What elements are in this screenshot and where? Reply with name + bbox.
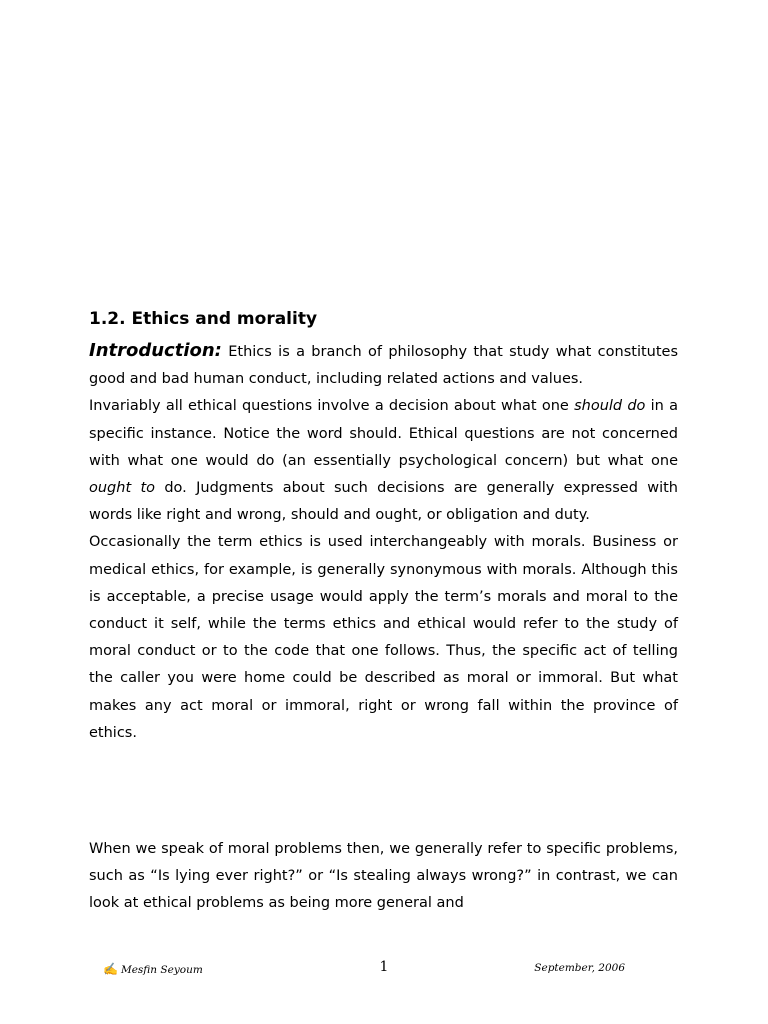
document-content-continued (89, 836, 678, 922)
section-heading: 1.2. Ethics and morality (89, 309, 318, 329)
paragraph-text: do. Judgments about such decisions are generally expressed with words like right and wrong, should and ought, or obligation and duty. (89, 480, 678, 524)
paragraph-should-do (89, 393, 678, 529)
intro-label: Introduction: (89, 340, 222, 361)
emphasis-ought-to: ought to (89, 480, 156, 497)
author-name: Mesfin Seyoum (120, 964, 203, 976)
intro-text: Ethics is a branch of philosophy that study what constitutes good and bad human conduct, including related actions and values. (89, 344, 679, 388)
page-footer (0, 958, 768, 982)
paragraph-moral-problems: When we speak of moral problems then, we generally refer to specific problems, such as “Is lying ever right?” or “Is stealing always wrong?” in contrast, we can look at ethical problems as being more general and (89, 841, 678, 912)
intro-paragraph (89, 337, 678, 393)
pen-icon: ✍ (103, 962, 118, 976)
paragraph-text: in a specific instance. Notice the word should. Ethical questions are not concerned with what one would do (an essentially psychological concern) but what one (89, 398, 678, 469)
emphasis-should-do: should do (574, 398, 646, 415)
footer-date: September, 2006 (534, 962, 625, 974)
footer-author (103, 962, 203, 976)
paragraph-ethics-morals: Occasionally the term ethics is used interchangeably with morals. Business or medical ethics, for example, is generally synonymous with morals. Although this is acceptable, a precise usage would apply the term’s morals and moral to the conduct it self, while the terms ethics and ethical would refer to the study of moral conduct or to the code that one follows. Thus, the specific act of telling the caller you were home could be described as moral or immoral. But what makes any act moral or immoral, right or wrong fall within the province of ethics. (89, 534, 678, 741)
page-number: 1 (379, 959, 389, 975)
paragraph-text: Invariably all ethical questions involve a decision about what one (89, 398, 575, 415)
document-content (89, 307, 678, 747)
